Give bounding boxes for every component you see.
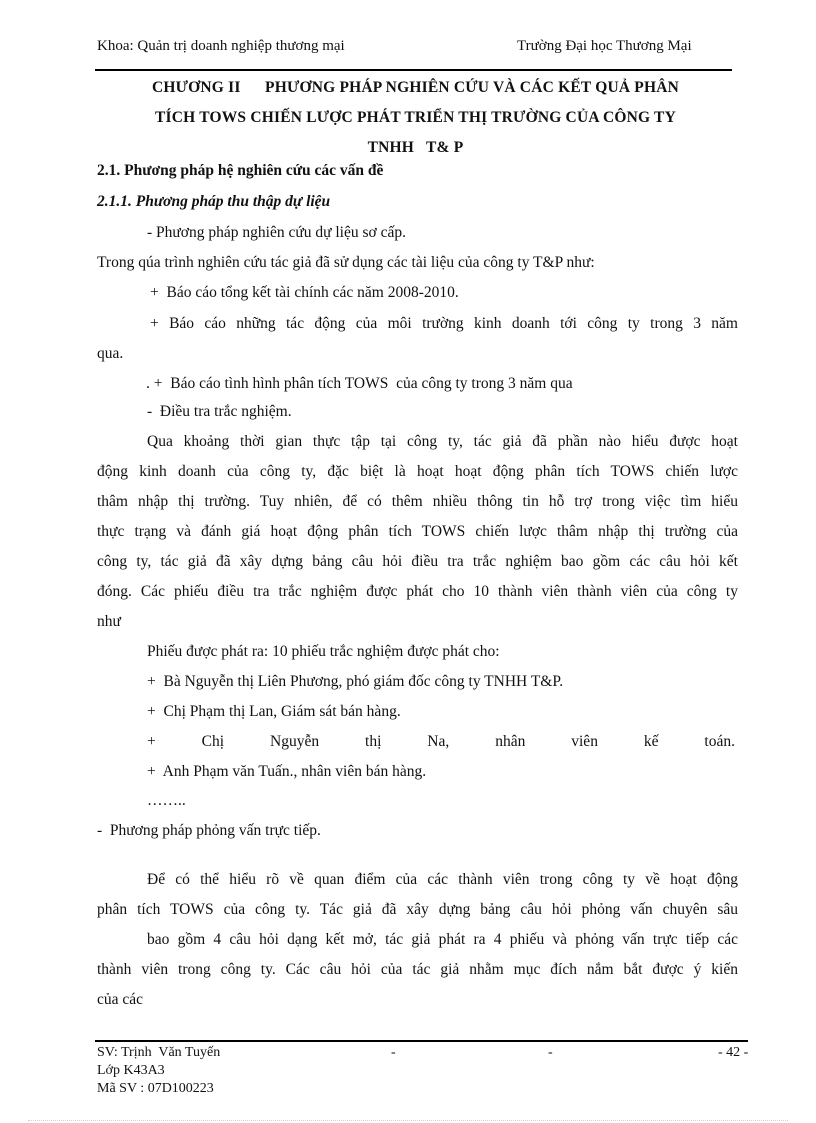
footer-separator: - <box>391 1045 396 1060</box>
list-item-continuation: qua. <box>97 345 124 362</box>
chapter-title-line-1: CHƯƠNG II PHƯƠNG PHÁP NGHIÊN CỨU VÀ CÁC KẾT QUẢ PHÂN <box>151 79 680 96</box>
list-item: + Anh Phạm văn Tuấn., nhân viên bán hàng. <box>147 763 427 780</box>
paragraph-line: phân tích TOWS của công ty. Tác giả đã xây dựng bảng câu hỏi phỏng vấn chuyên sâu <box>97 901 738 918</box>
paragraph-line: Phiếu được phát ra: 10 phiếu trắc nghiệm được phát cho: <box>147 643 500 660</box>
paragraph-line: thâm nhập thị trường. Tuy nhiên, để có thêm nhiều thông tin hỗ trợ trong việc tìm hiểu <box>97 493 738 510</box>
paragraph-line: của các <box>97 991 144 1008</box>
list-item: + Báo cáo tổng kết tài chính các năm 2008-2010. <box>150 284 459 301</box>
paragraph-line: Qua khoảng thời gian thực tập tại công ty, tác giả đã phần nào hiểu được hoạt <box>147 433 738 450</box>
chapter-title-line-3: TNHH T& P <box>367 139 464 156</box>
footer-student-name: SV: Trịnh Văn Tuyến <box>97 1045 221 1060</box>
chapter-title-line-2: TÍCH TOWS CHIẾN LƯỢC PHÁT TRIỂN THỊ TRƯỜNG CỦA CÔNG TY <box>155 109 676 126</box>
paragraph-line: công ty, tác giả đã xây dựng bảng câu hỏi điều tra trắc nghiệm bao gồm các câu hỏi kết <box>97 553 738 570</box>
footer-student-id: Mã SV : 07D100223 <box>97 1081 214 1096</box>
paragraph-line: thành viên trong công ty. Các câu hỏi của tác giả nhằm mục đích nắm bắt được ý kiến <box>97 961 738 978</box>
header-faculty: Khoa: Quản trị doanh nghiệp thương mại <box>97 38 345 54</box>
paragraph-line: - Điều tra trắc nghiệm. <box>147 403 292 420</box>
subsection-heading: 2.1.1. Phương pháp thu thập dự liệu <box>97 193 331 210</box>
paragraph-line: đóng. Các phiếu điều tra trắc nghiệm được phát cho 10 thành viên thành viên của công ty <box>97 583 738 600</box>
paragraph-line: động kinh doanh của công ty, đặc biệt là hoạt hoạt động phân tích TOWS chiến lược <box>97 463 738 480</box>
list-item: + Chị Phạm thị Lan, Giám sát bán hàng. <box>147 703 401 720</box>
list-item: . + Báo cáo tình hình phân tích TOWS của công ty trong 3 năm qua <box>146 375 573 392</box>
list-item: + Bà Nguyễn thị Liên Phương, phó giám đốc công ty TNHH T&P. <box>147 673 564 690</box>
paragraph-line: Trong qúa trình nghiên cứu tác giả đã sử dụng các tài liệu của công ty T&P như: <box>97 254 595 271</box>
header-university: Trường Đại học Thương Mại <box>517 38 692 54</box>
paragraph-line: - Phương pháp phỏng vấn trực tiếp. <box>97 822 321 839</box>
paragraph-line: thực trạng và đánh giá hoạt động phân tích TOWS chiến lược thâm nhập thị trường của <box>97 523 738 540</box>
footer-divider <box>95 1040 748 1042</box>
paragraph-line: bao gồm 4 câu hỏi dạng kết mở, tác giả phát ra 4 phiếu và phỏng vấn trực tiếp các <box>147 931 738 948</box>
paragraph-line: như <box>97 613 121 630</box>
footer-separator: - <box>548 1045 553 1060</box>
paragraph-line: - Phương pháp nghiên cứu dự liệu sơ cấp. <box>147 224 406 241</box>
list-item: + Chị Nguyễn thị Na, nhân viên kế toán. <box>147 733 735 750</box>
footer-class: Lớp K43A3 <box>97 1063 165 1078</box>
ellipsis: …….. <box>147 792 186 809</box>
page-number: - 42 - <box>718 1045 749 1060</box>
section-heading: 2.1. Phương pháp hệ nghiên cứu các vấn đề <box>97 162 384 179</box>
header-divider <box>95 69 732 71</box>
paragraph-line: Để có thể hiểu rõ về quan điểm của các thành viên trong công ty về hoạt động <box>147 871 738 888</box>
page-bottom-border <box>28 1120 788 1121</box>
chapter-title <box>95 73 736 163</box>
list-item: + Báo cáo những tác động của môi trường kinh doanh tới công ty trong 3 năm <box>150 315 738 332</box>
